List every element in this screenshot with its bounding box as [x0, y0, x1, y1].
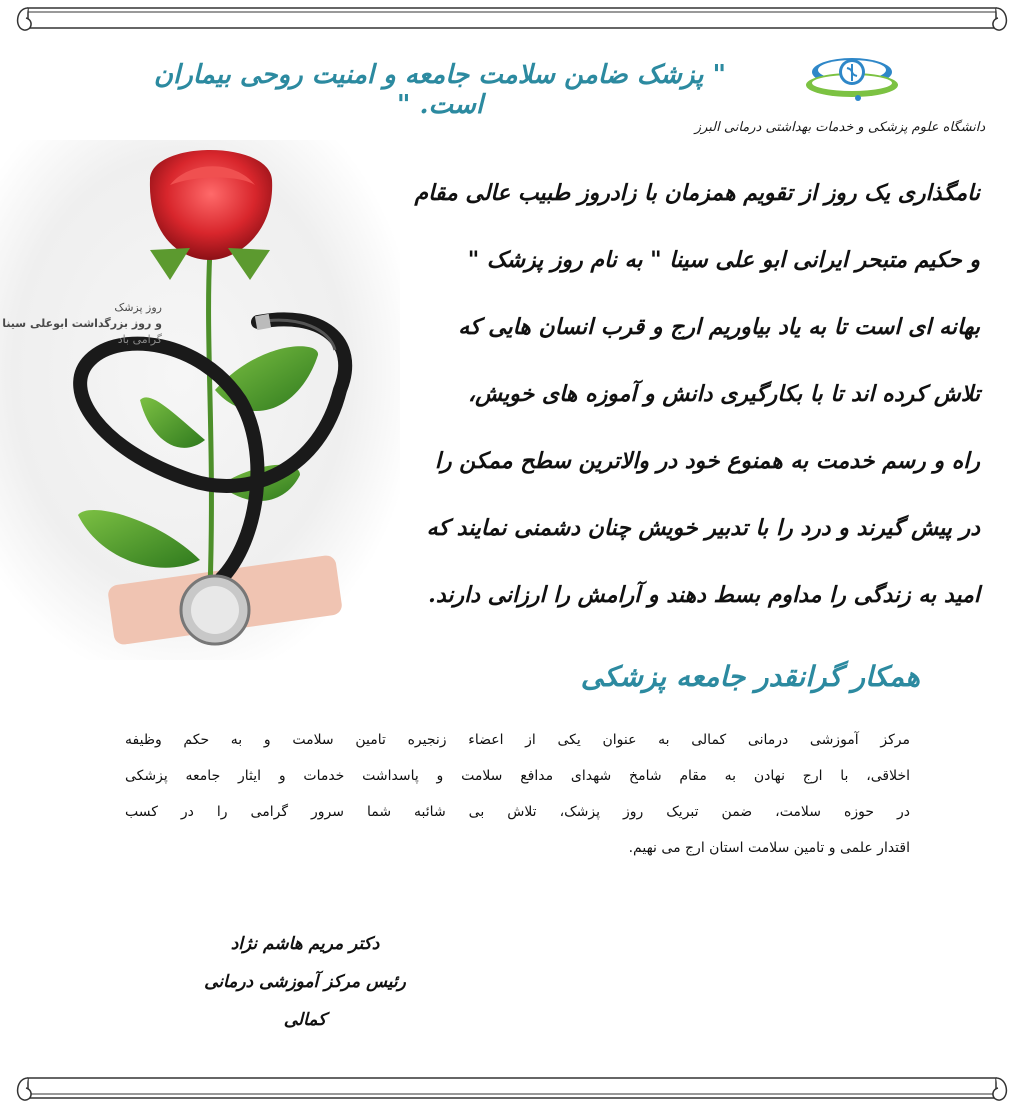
- rose-stethoscope-illustration: [0, 140, 400, 660]
- signature-block: [190, 925, 420, 1030]
- body-line: در حوزه سلامت، ضمن تبریک روز پزشک، تلاش بی شائبه شما سرور گرامی را در کسب: [125, 804, 910, 820]
- message-body: [125, 722, 910, 866]
- poem-line: تلاش کرده اند تا با بکارگیری دانش و آموزه های خویش،: [467, 381, 980, 407]
- illustration-caption-line1: روز پزشک: [114, 301, 162, 314]
- bottom-scroll-border: [10, 1070, 1014, 1108]
- signatory-name: دکتر مریم هاشم نژاد: [230, 934, 380, 954]
- university-logo: [800, 50, 900, 115]
- illustration-caption-line2: و روز بزرگداشت ابوعلی سینا: [2, 317, 162, 330]
- salutation-heading: همکار گرانقدر جامعه پزشکی: [580, 660, 920, 693]
- motto-title: " پزشک ضامن سلامت جامعه و امنیت روحی بیماران است. ": [153, 60, 727, 120]
- poem-line: بهانه ای است تا به یاد بیاوریم ارج و قرب انسان هایی که: [458, 314, 980, 340]
- body-line: اقتدار علمی و تامین سلامت استان ارج می نهیم.: [628, 840, 910, 856]
- body-line: اخلاقی، با ارج نهادن به مقام شامخ شهدای مدافع سلامت و پاسداشت خدمات و ایثار جامعه پزشکی: [125, 768, 910, 784]
- illustration-caption: [2, 300, 162, 348]
- poem-line: نامگذاری یک روز از تقویم همزمان با زادروز طبیب عالی مقام: [414, 180, 980, 206]
- signatory-title: رئیس مرکز آموزشی درمانی کمالی: [204, 972, 406, 1030]
- poem-line: و حکیم متبحر ایرانی ابو علی سینا " به نام روز پزشک ": [467, 247, 980, 273]
- illustration-caption-line3: گرامی باد: [117, 333, 162, 346]
- poem-line: در پیش گیرند و درد را با تدبیر خویش چنان دشمنی نمایند که: [426, 515, 980, 541]
- university-name: دانشگاه علوم پزشکی و خدمات بهداشتی درمانی البرز: [694, 120, 986, 135]
- top-scroll-border: [10, 0, 1014, 38]
- poem-line: امید به زندگی را مداوم بسط دهند و آرامش را ارزانی دارند.: [428, 582, 980, 608]
- body-line: مرکز آموزشی درمانی کمالی به عنوان یکی از اعضاء زنجیره تامین سلامت و به حکم وظیفه: [125, 732, 910, 748]
- poem-text: [380, 160, 980, 629]
- poem-line: راه و رسم خدمت به همنوع خود در والاترین سطح ممکن را: [434, 448, 980, 474]
